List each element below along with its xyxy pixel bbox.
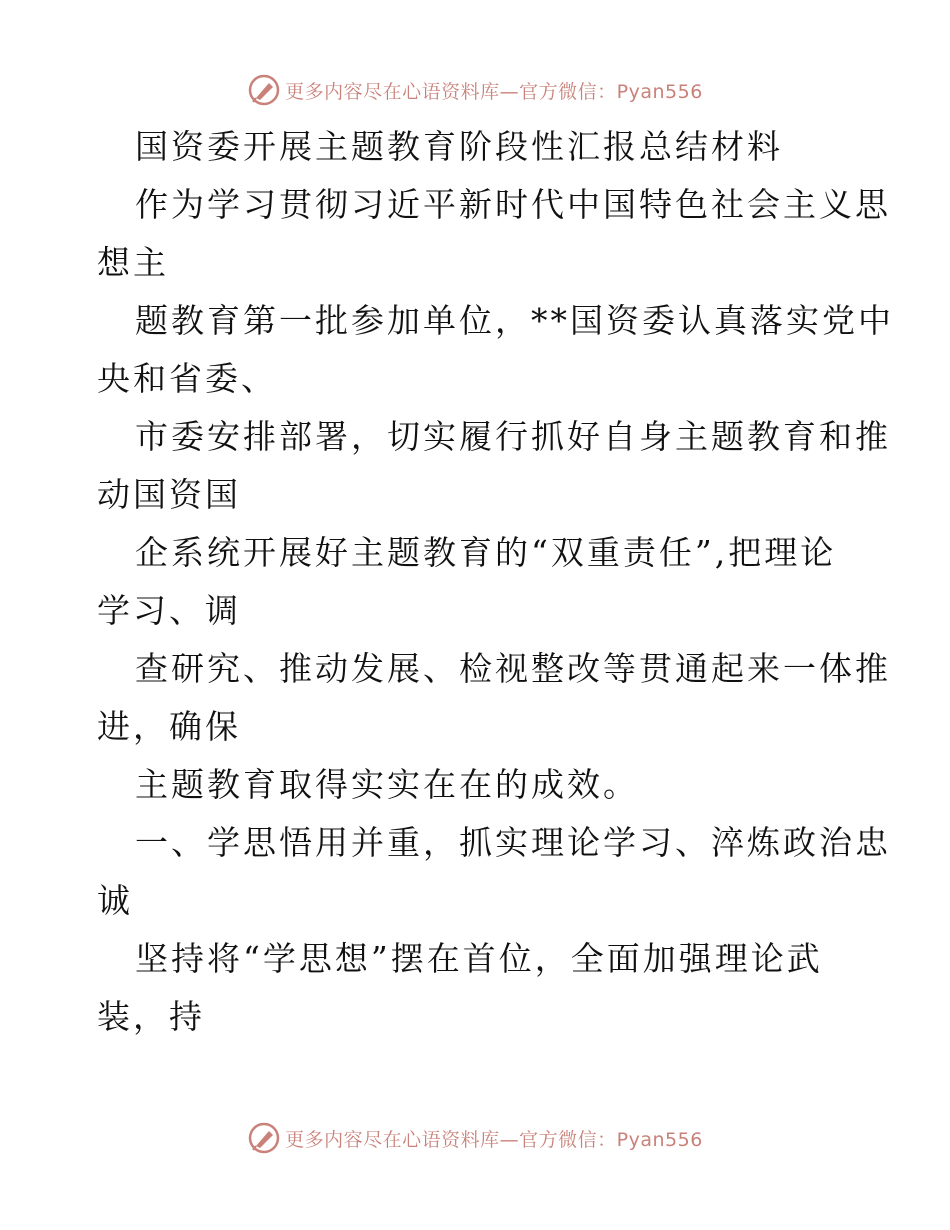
paragraph-line: 题教育第一批参加单位，**国资委认真落实党中 bbox=[135, 301, 894, 340]
document-title: 国资委开展主题教育阶段性汇报总结材料 bbox=[135, 127, 783, 166]
paragraph-line: 央和省委、 bbox=[97, 359, 277, 398]
paragraph-line: 动国资国 bbox=[97, 475, 241, 514]
paragraph-line: 坚持将“学思想”摆在首位，全面加强理论武 bbox=[135, 939, 823, 978]
paragraph-line: 市委安排部署，切实履行抓好自身主题教育和推 bbox=[135, 417, 891, 456]
paragraph-line: 企系统开展好主题教育的“双重责任”,把理论 bbox=[135, 533, 837, 572]
footer-watermark bbox=[0, 1118, 950, 1158]
section-heading: 一、学思悟用并重，抓实理论学习、淬炼政治忠 bbox=[135, 823, 891, 862]
pen-logo-icon bbox=[247, 73, 281, 107]
watermark-text: 更多内容尽在心语资料库—官方微信：Pyan556 bbox=[285, 1128, 703, 1151]
section-heading-continuation: 诚 bbox=[97, 881, 133, 920]
header-watermark bbox=[0, 70, 950, 110]
paragraph-line: 主题教育取得实实在在的成效。 bbox=[135, 765, 639, 804]
paragraph-line: 查研究、推动发展、检视整改等贯通起来一体推 bbox=[135, 649, 891, 688]
paragraph-line: 装，持 bbox=[97, 997, 205, 1036]
paragraph-line: 学习、调 bbox=[97, 591, 241, 630]
paragraph-line: 进，确保 bbox=[97, 707, 241, 746]
pen-logo-icon bbox=[247, 1121, 281, 1155]
paragraph-line: 作为学习贯彻习近平新时代中国特色社会主义思 bbox=[135, 185, 891, 224]
watermark-text: 更多内容尽在心语资料库—官方微信：Pyan556 bbox=[285, 80, 703, 103]
document-body bbox=[97, 118, 894, 1046]
paragraph-line: 想主 bbox=[97, 243, 169, 282]
